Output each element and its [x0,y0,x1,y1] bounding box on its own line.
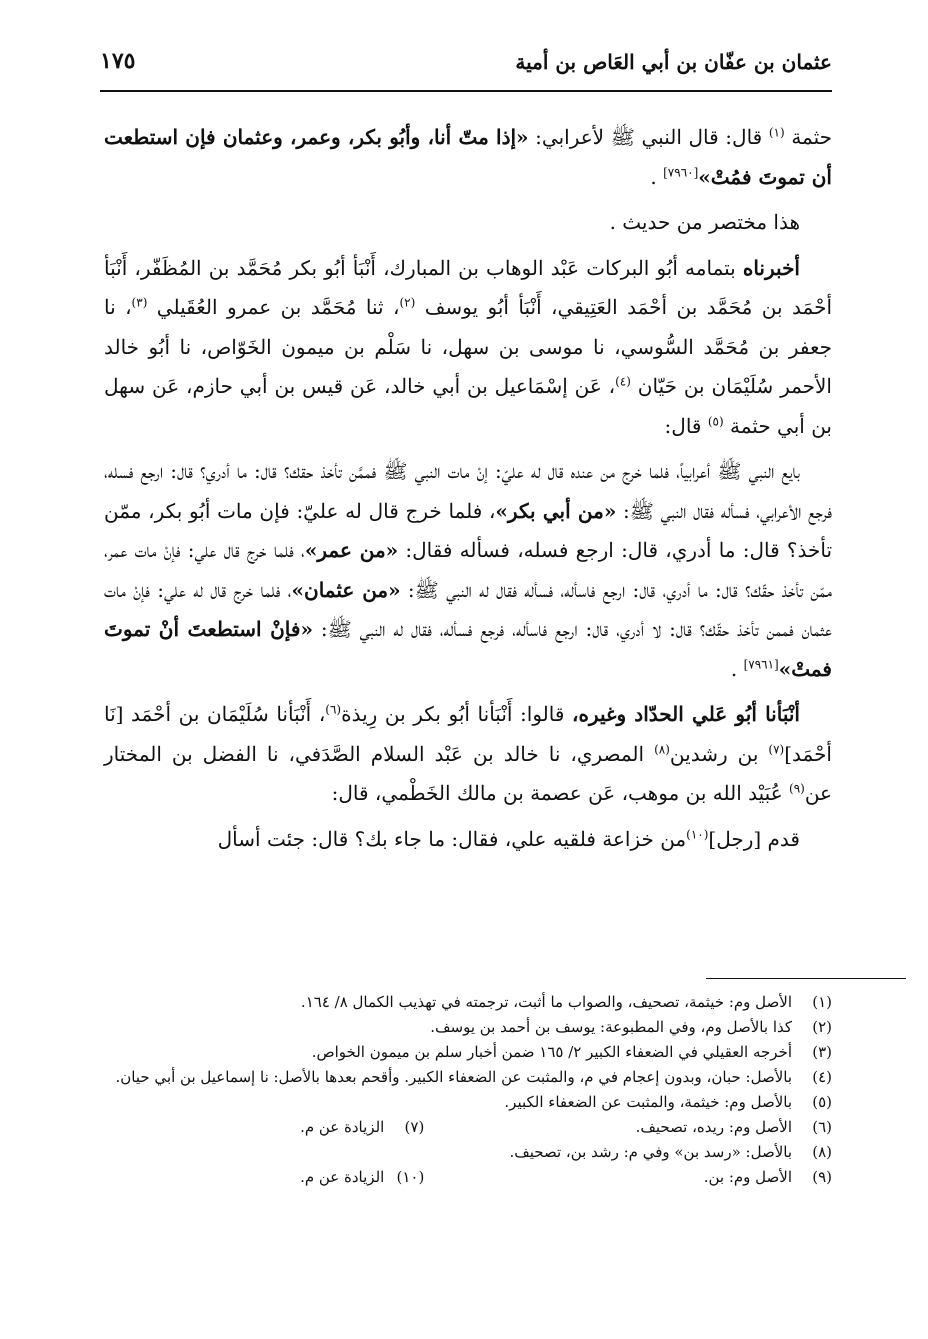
footnote-2: (٢) كذا بالأصل وم، وفي المطبوعة: يوسف بن أحمد بن يوسف. [430,1018,832,1036]
footnote-rule [706,978,906,979]
footnote-row [104,1115,832,1140]
footnote-6: (٦) الأصل وم: ريده، تصحيف. [635,1118,832,1136]
footnote-row [104,1165,832,1190]
hadith-text: «إذا متّ أنا، وأبُو بكر، وعمر، وعثمان فإن استطعت أن تموتَ فمُتْ» [104,125,832,189]
header-rule [100,90,832,92]
footnote-ref-9: (٩) [789,781,805,796]
footnote-ref-5: (٥) [707,413,724,428]
running-title: عثمان بن عفّان بن أبي العَاص بن أمية [515,50,832,74]
footnote-ref-10: (١٠) [686,826,709,841]
footnote-ref-3: (٣) [131,295,148,310]
footnote-9: (٩) الأصل وم: بن. [703,1168,832,1186]
footnote-5: (٥) بالأصل وم: خيثمة، والمثبت عن الضعفاء الكبير. [504,1093,832,1111]
footnote-ref-7: (٧) [768,741,785,756]
footnote-10: (١٠) الزيادة عن م. [300,1168,425,1186]
footnote-ref-1: (١) [768,125,785,140]
footnote-ref-6: (٦) [325,702,342,717]
footnote-ref-2: (٢) [399,295,416,310]
paragraph-5: أنْبَأنا أبُو عَلي الحدّاد وغيره، قالوا: أَنْبَأنا أبُو بكر بن رِيذة$^{(٦)}$، أَنْبَأنا سُلَيْمَان بن أحْمَد [نَا أحْمَد]$^{(٧)}$ بن رشدين$^{(٨)}$ المصري، نا خالد بن عَبْد السلام الصَّدَفي، نا الفضل بن المختار عن$^{(٩)}$ عُبَيْد الله بن موهب، عَن عصمة بن مالك الخَطْمي، قال: [104,702,832,805]
paragraph-4: بايع النبي ﷺ أعرابياً، فلما خرج من عنده قال له عليّ: إنْ مات النبي ﷺ فممَّن تأخذ حقك؟ قال: ما أدري؟ قال: ارجع فسله، فرجع الأعرابي، فسأله فقال النبي ﷺ: «من أبي بكر»، فلما خرج قال له عليّ: فإن مات أبُو بكر، ممّن تأخذ؟ قال: ما أدري، قال: ارجع فسله، فسأله فقال: «من عمر»، فلما خرج قال علي: فإنْ مات عمر، ممّن تأخذ حقّك؟ قال: ما أدري، قال: ارجع فاسأله، فسأله فقال له النبي ﷺ: «من عثمان»، فلما خرج قال له علي: فإنْ مات عثمان فممن تأخذ حقّك؟ قال: لا أدري، قال: ارجع فاسأله، فرجع فسأله، فقال له النبي ﷺ: «فإنْ استطعتَ أنْ تموتَ فمتْ»[٧٩٦١] . [104,459,833,681]
page-header [100,44,832,88]
footnote-1: (١) الأصل وم: خيثمة، تصحيف، والصواب ما أثبت، ترجمته في تهذيب الكمال ٨/ ١٦٤. [300,993,832,1011]
footnote-8: (٨) بالأصل: «رسد بن» وفي م: رشد بن، تصحيف. [509,1143,832,1161]
paragraph-3: أخبرناه بتمامه أبُو البركات عَبْد الوهاب بن المبارك، أَنْبَأ أبُو بكر مُحَمَّد بن المُظَفّر، أَنْبَأ أحْمَد بن مُحَمَّد بن أحْمَد العَتِيقي، أَنْبَأ أبُو يوسف $^{(٢)}$، ثنا مُحَمَّد بن عمرو العُقَيلي $^{(٣)}$، نا جعفر بن مُحَمَّد السُّوسي، نا موسى بن سهل، نا سَلْم بن ميمون الخَوّاص، نا أبُو خالد الأحمر سُلَيْمَان بن حَيّان $^{(٤)}$، عَن إسْمَاعيل بن أبي خالد، عَن قيس بن أبي حازم، عَن سهل بن أبي حثمة $^{(٥)}$ قال: [104,255,832,438]
page-number: ١٧٥ [100,48,136,74]
paragraph-6: قدم [رجل]$^{(١٠)}$من خزاعة فلقيه علي، فقال: ما جاء بك؟ قال: جئت أسأل [217,826,800,851]
footnote-7: (٧) الزيادة عن م. [300,1118,425,1136]
paragraph-2: هذا مختصر من حديث . [609,210,800,234]
footnote-4: (٤) بالأصل: حبان، وبدون إعجام في م، والمثبت عن الضعفاء الكبير. وأقحم بعدها بالأصل: نا إسماعيل بن أبي حيان. [115,1068,832,1086]
paragraph-1: حثمة $^{(١)}$ قال: قال النبي ﷺ لأعرابي: «إذا متّ أنا، وأبُو بكر، وعمر، وعثمان فإن استطعت أن تموتَ فمُتْ»[٧٩٦٠] . [104,125,832,189]
footnote-3: (٣) أخرجه العقيلي في الضعفاء الكبير ٢/ ١٦٥ ضمن أخبار سلم بن ميمون الخواص. [311,1043,832,1061]
hadith-number: [٧٩٦١] [743,656,779,671]
footnote-ref-8: (٨) [654,741,670,756]
main-text [104,118,832,865]
isnad-lead: أنْبَأنا أبُو عَلي الحدّاد وغيره، [572,702,800,726]
footnote-ref-4: (٤) [615,374,631,389]
hadith-number: [٧٩٦٠] [663,164,699,179]
footnotes [104,990,832,1190]
isnad-lead: أخبرناه [742,255,800,280]
